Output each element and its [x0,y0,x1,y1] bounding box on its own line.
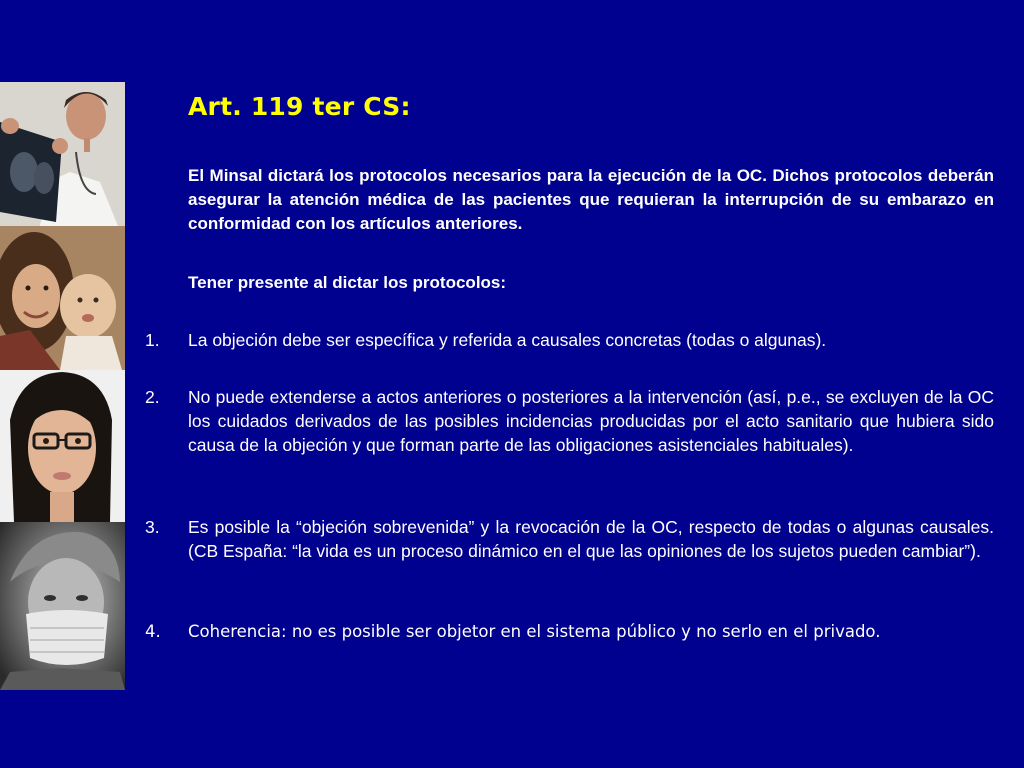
list-item [145,515,994,563]
photo-strip [0,82,125,690]
list-item [145,620,994,644]
masked-surgeon-photo [0,522,125,690]
list-item-text: Es posible la “objeción sobrevenida” y la revocación de la OC, respecto de todas o algunas causales. (CB España: “la vida es un proceso dinámico en el que las opiniones de los sujetos pueden cambiar”). [188,517,994,561]
protocols-subheading: Tener presente al dictar los protocolos: [188,273,507,292]
slide-title: Art. 119 ter CS: [188,92,411,121]
list-item-number: 3. [145,517,160,537]
list-item-number: 2. [145,387,160,407]
list-item-text: No puede extenderse a actos anteriores o posteriores a la intervención (así, p.e., se excluyen de la OC los cuidados derivados de las posibles incidencias producidas por el acto sanitario que hubiera sido causa de la objeción y que forman parte de las obligaciones asistenciales habituales). [188,387,994,455]
list-item [145,328,994,352]
list-item [145,385,994,457]
mother-and-baby-photo [0,226,125,370]
list-item-number: 4. [145,622,161,641]
doctor-with-xray-photo [0,82,125,226]
list-item-text: La objeción debe ser específica y referida a causales concretas (todas o algunas). [188,330,827,350]
list-item-text: Coherencia: no es posible ser objetor en el sistema público y no serlo en el privado. [188,622,881,641]
woman-with-glasses-photo [0,370,125,522]
list-item-number: 1. [145,330,160,350]
intro-paragraph: El Minsal dictará los protocolos necesarios para la ejecución de la OC. Dichos protocolos deberán asegurar la atención médica de las pacientes que requieran la interrupción de su embarazo en conformidad con los artículos anteriores. [188,166,994,233]
